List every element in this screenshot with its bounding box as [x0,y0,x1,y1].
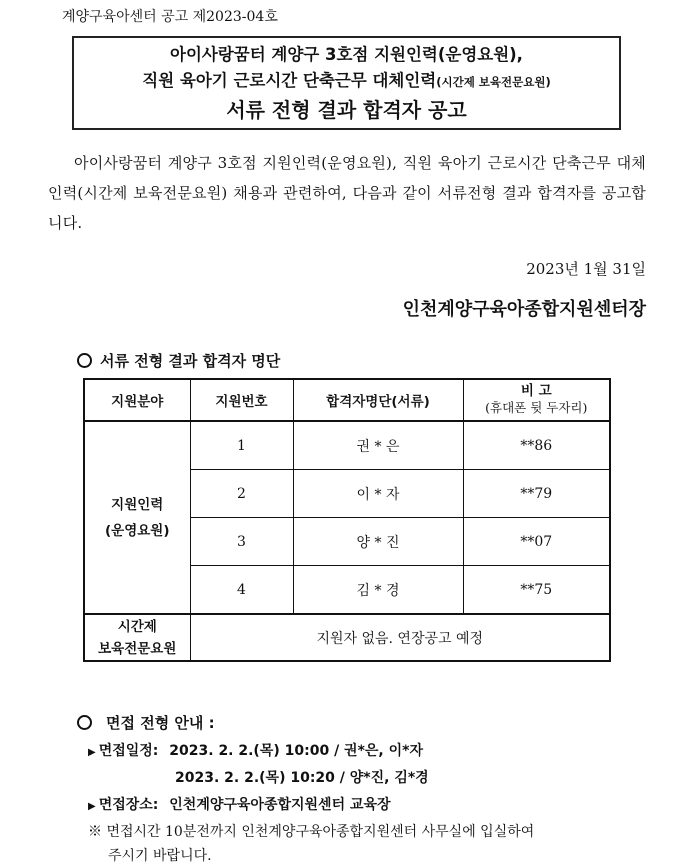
note-text-1: 면접시간 10분전까지 인천계양구육아종합지원센터 사무실에 입실하여 [106,824,535,840]
circle-bullet-icon [77,715,92,730]
circle-bullet-icon [77,353,92,368]
note-mark: ※ [88,824,102,840]
header-field: 지원분야 [84,379,190,421]
note-line-2: 주시기 바랍니다. [108,848,212,864]
applicant-name: 양 * 진 [293,518,463,566]
applicant-number: 2 [190,470,293,518]
announcement-date: 2023년 1월 31일 [526,260,646,278]
note-line-1 [88,820,534,844]
title-box [72,36,621,130]
title-line-2-main: 직원 육아기 근로시간 단축근무 대체인력 [142,70,437,90]
triangle-bullet-icon: ▶ [88,747,96,758]
applicant-name: 김 * 경 [293,566,463,615]
field-parttime-line1: 시간제 [117,618,157,635]
triangle-bullet-icon: ▶ [88,801,96,812]
field-support-staff-line1: 지원인력 [111,496,164,513]
applicant-name: 이 * 자 [293,470,463,518]
applicant-phone: **86 [463,421,610,470]
interview-place [88,794,391,814]
header-note-label: 비 고 [520,383,552,399]
title-line-2 [142,68,550,95]
applicant-number: 4 [190,566,293,615]
applicant-phone: **79 [463,470,610,518]
table-row [84,421,610,470]
table-header-row [84,379,610,421]
schedule-value-1: 2023. 2. 2.(목) 10:00 / 권*은, 이*자 [169,743,423,759]
header-note [463,379,610,421]
interview-note [88,820,534,868]
interview-schedule-2: 2023. 2. 2.(목) 10:20 / 양*진, 김*경 [175,770,429,786]
parttime-result: 지원자 없음. 연장공고 예정 [190,614,610,661]
header-number: 지원번호 [190,379,293,421]
place-value: 인천계양구육아종합지원센터 교육장 [169,797,391,813]
results-table [83,378,611,662]
interview-schedule-1 [88,740,423,760]
applicant-phone: **07 [463,518,610,566]
header-note-sub: (휴대폰 뒷 두자리) [485,400,588,415]
title-line-3: 서류 전형 결과 합격자 공고 [226,97,467,122]
applicant-number: 3 [190,518,293,566]
field-parttime-line2: 보육전문요원 [98,640,177,657]
section-interview-title: 면접 전형 안내 : [106,714,215,732]
applicant-phone: **75 [463,566,610,615]
field-support-staff-line2: (운영요원) [104,522,170,539]
announcement-body: 아이사랑꿈터 계양구 3호점 지원인력(운영요원), 직원 육아기 근로시간 단축근무 대체인력(시간제 보육전문요원) 채용과 관련하여, 다음과 같이 서류전형 결과 합격자를 공고합니다. [48,154,646,232]
place-label: 면접장소: [98,797,159,813]
field-support-staff [84,421,190,614]
header-names: 합격자명단(서류) [293,379,463,421]
field-parttime-staff [84,614,190,661]
title-line-1: 아이사랑꿈터 계양구 3호점 지원인력(운영요원), [170,44,523,64]
section-interview-heading [77,712,215,733]
section-results-title: 서류 전형 결과 합격자 명단 [100,352,281,370]
title-line-2-small: (시간제 보육전문요원) [436,74,551,89]
table-row [84,614,610,661]
document-number: 계양구육아센터 공고 제2023-04호 [62,9,278,25]
section-results-heading [77,350,280,371]
schedule-label: 면접일정: [98,743,159,759]
organization-name: 인천계양구육아종합지원센터장 [402,299,646,320]
applicant-number: 1 [190,421,293,470]
applicant-name: 권 * 은 [293,421,463,470]
